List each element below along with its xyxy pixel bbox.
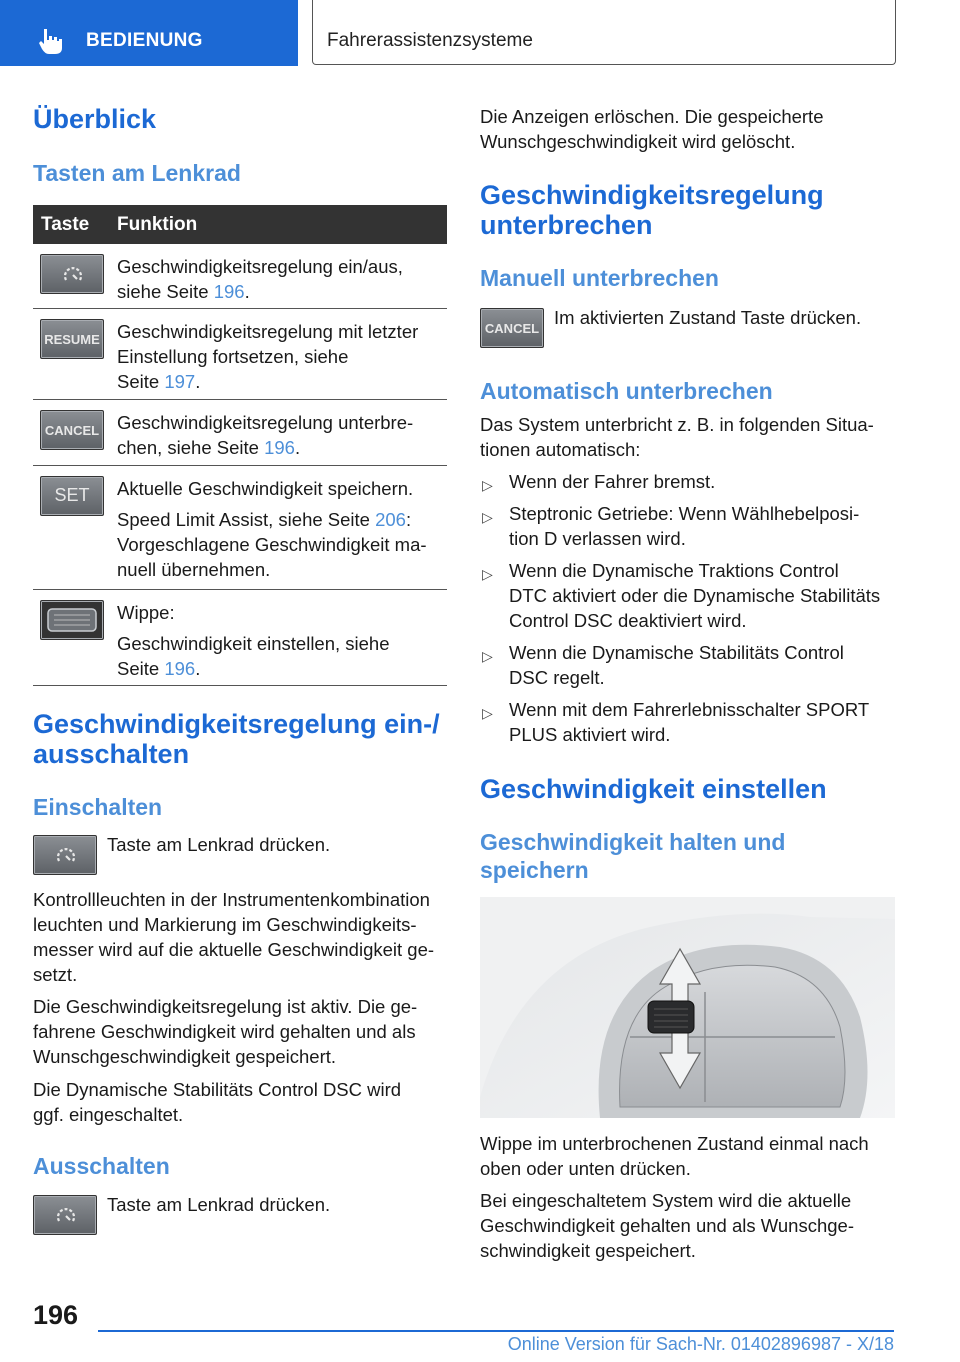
heading-overview: Überblick [33, 104, 157, 134]
triangle-bullet-icon: ▷ [482, 648, 493, 664]
list-item: ▷ Wenn mit dem Fahrerlebnisschalter SPORT PLUS aktiviert wird. [482, 699, 870, 745]
chapter-label: Fahrerassistenzsysteme [327, 30, 533, 51]
list-item: ▷ Wenn der Fahrer bremst. [480, 469, 900, 494]
set-key: SET [40, 476, 104, 516]
triangle-bullet-icon: ▷ [482, 509, 493, 525]
off-action: Taste am Lenkrad drücken. [107, 1194, 331, 1215]
hand-pointer-icon [36, 26, 66, 56]
intro-paragraph: Die Anzeigen erlöschen. Die gespeicherte Wunschgeschwindigkeit wird gelöscht. [480, 106, 824, 152]
on-action: Taste am Lenkrad drücken. [107, 834, 331, 855]
page-link[interactable]: 196 [164, 658, 196, 679]
heading-set-speed: Geschwindigkeit einstellen [480, 774, 827, 804]
col-function: Funktion [117, 214, 198, 235]
table-row [33, 244, 447, 309]
row-function: Geschwindigkeitsregelung unterbre‐ chen, siehe Seite 196. [117, 412, 414, 458]
heading-on: Einschalten [33, 794, 163, 820]
rocker-icon [44, 605, 100, 635]
resume-key: RESUME [40, 319, 104, 359]
page-link[interactable]: 196 [213, 281, 245, 302]
chapter-header [312, 0, 896, 65]
on-paragraph-3: Die Dynamische Stabilitäts Control DSC wird ggf. eingeschaltet. [33, 1079, 402, 1125]
auto-intro: Das System unterbricht z. B. in folgenden Situa‐ tionen automatisch: [480, 414, 874, 460]
on-paragraph-1: Kontrollleuchten in der Instrumentenkombination leuchten und Markierung im Geschwindigkeits‐ messer wird auf die aktuelle Geschwindigkeit ge‐ setzt. [33, 889, 435, 985]
heading-buttons: Tasten am Lenkrad [33, 160, 241, 186]
manual-action: Im aktivierten Zustand Taste drücken. [554, 307, 862, 328]
heading-auto: Automatisch unterbrechen [480, 378, 773, 404]
page-link[interactable]: 206 [375, 509, 406, 530]
cancel-key: CANCEL [40, 410, 104, 450]
triangle-bullet-icon: ▷ [482, 566, 493, 582]
on-paragraph-2: Die Geschwindigkeitsregelung ist aktiv. Die ge‐ fahrene Geschwindigkeit wird gehalten und als Wunschgeschwindigkeit gespeichert. [33, 996, 418, 1067]
auto-bullet-list [480, 469, 900, 747]
heading-off: Ausschalten [33, 1153, 170, 1179]
heading-manual: Manuell unterbrechen [480, 265, 719, 291]
steering-wheel-illustration [480, 897, 895, 1118]
cruise-onoff-key [40, 254, 104, 294]
triangle-bullet-icon: ▷ [482, 477, 493, 493]
table-row [33, 400, 447, 466]
speedometer-icon [55, 845, 77, 865]
col-key: Taste [41, 214, 90, 235]
row-function: Geschwindigkeitsregelung mit letzter Einstellung fortsetzen, siehe Seite 197. [117, 321, 419, 392]
list-item: ▷ Wenn die Dynamische Stabilitäts Control DSC regelt. [482, 642, 844, 688]
page-number: 196 [33, 1300, 79, 1330]
list-item: ▷ Wenn die Dynamische Traktions Control DTC aktiviert oder die Dynamische Stabilitäts Control DSC deaktiviert wird. [482, 560, 881, 631]
section-tab[interactable] [0, 0, 298, 66]
list-item: ▷ Steptronic Getriebe: Wenn Wählhebelposi‐ tion D verlassen wird. [482, 503, 860, 549]
system-on-paragraph: Bei eingeschaltetem System wird die aktuelle Geschwindigkeit gehalten und als Wunschge‐ schwindigkeit gespeichert. [480, 1190, 854, 1261]
section-label: BEDIENUNG [86, 30, 203, 51]
rocker-paragraph: Wippe im unterbrochenen Zustand einmal nach oben oder unten drücken. [480, 1133, 869, 1179]
cruise-onoff-key [33, 835, 97, 875]
heading-interrupt: Geschwindigkeitsregelung unterbrechen [480, 180, 824, 240]
speedometer-icon [62, 264, 84, 284]
table-row [33, 309, 447, 400]
table-row [33, 466, 447, 590]
heading-hold: Geschwindigkeit halten und speichern [480, 829, 786, 883]
row-function: Geschwindigkeitsregelung ein/aus, siehe Seite 196. [117, 256, 403, 302]
table-header [33, 205, 447, 244]
cruise-onoff-key [33, 1195, 97, 1235]
page-link[interactable]: 196 [264, 437, 295, 458]
triangle-bullet-icon: ▷ [482, 705, 493, 721]
page-link[interactable]: 197 [164, 371, 196, 392]
footer-rule [98, 1330, 894, 1332]
footer-version: Online Version für Sach-Nr. 01402896987 - X/18 [507, 1334, 894, 1354]
buttons-table [33, 205, 447, 686]
rocker-key [40, 600, 104, 640]
row-function: Wippe: Geschwindigkeit einstellen, siehe Seite 196. [117, 602, 390, 679]
speedometer-icon [55, 1205, 77, 1225]
heading-onoff: Geschwindigkeitsregelung ein-/ ausschalten [33, 709, 440, 769]
cancel-key: CANCEL [480, 308, 544, 348]
table-row [33, 590, 447, 686]
row-function: Aktuelle Geschwindigkeit speichern. Speed Limit Assist, siehe Seite 206: Vorgeschlagene Geschwindigkeit ma‐ nuell übernehmen. [117, 478, 427, 580]
